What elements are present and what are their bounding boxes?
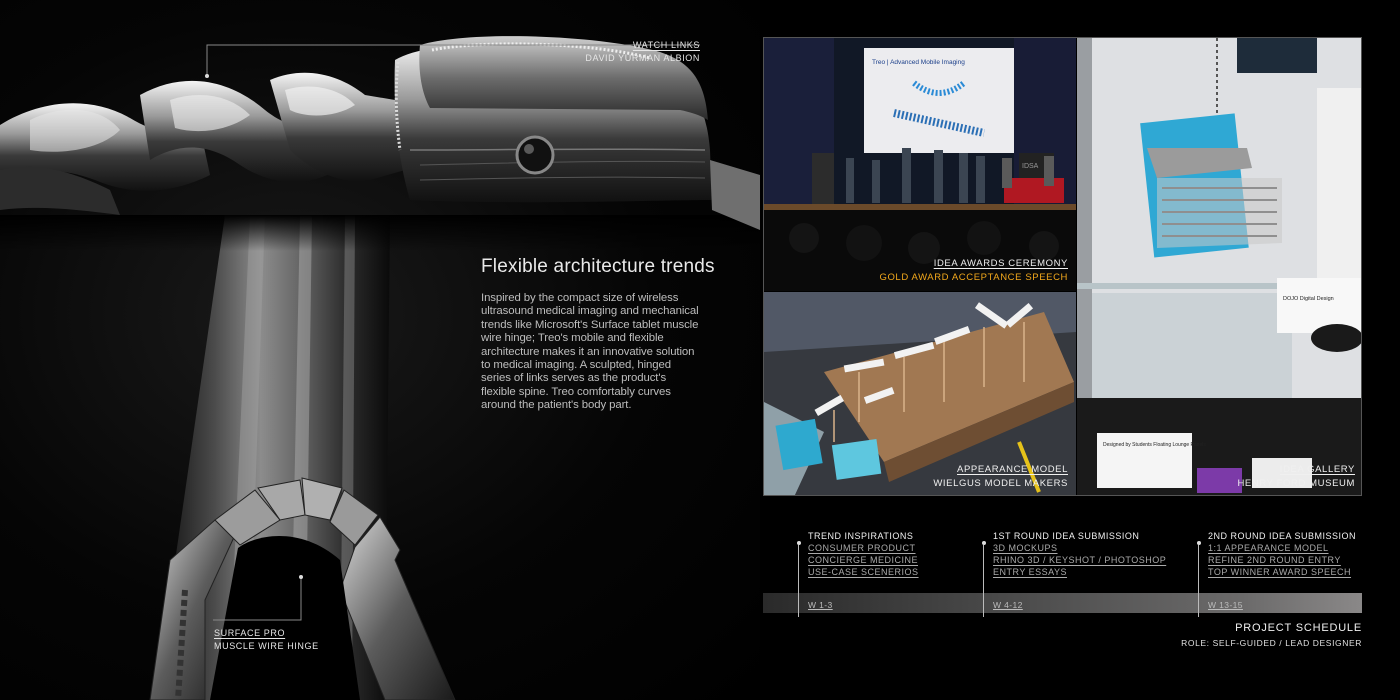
surface-pro-label: SURFACE PRO (214, 628, 286, 638)
surface-pro-callout (214, 627, 319, 653)
timeline-bar (763, 593, 1362, 613)
phase-2-line (983, 545, 984, 617)
watch-case (395, 36, 760, 230)
schedule-role: ROLE: SELF-GUIDED / LEAD DESIGNER (1181, 638, 1362, 648)
students-plaque: Designed by Students Floating Lounge Panels (1103, 442, 1206, 448)
photo-grid (763, 37, 1362, 496)
phase-2 (993, 530, 1166, 578)
photo-appearance-model (764, 292, 1076, 496)
phase-3 (1208, 530, 1356, 578)
phase-1-item: USE-CASE SCENERIOS (808, 567, 919, 577)
dojo-plaque: DOJO Digital Design (1283, 296, 1334, 302)
awards-caption-subtitle: GOLD AWARD ACCEPTANCE SPEECH (879, 272, 1068, 283)
awards-caption (879, 257, 1068, 285)
gallery-caption (1237, 463, 1355, 491)
watch-links-callout (585, 39, 700, 65)
watch-chain (0, 73, 405, 215)
photo-awards-ceremony (764, 38, 1076, 291)
photo-idea-gallery (1077, 38, 1362, 496)
phase-3-item: TOP WINNER AWARD SPEECH (1208, 567, 1352, 577)
phase-3-weeks: W 13-15 (1208, 600, 1243, 610)
article-heading: Flexible architecture trends (481, 256, 715, 277)
awards-ceremony-image (764, 38, 1076, 291)
gallery-caption-title: IDEA GALLERY (1279, 464, 1355, 475)
model-caption-subtitle: WIELGUS MODEL MAKERS (933, 478, 1068, 489)
phase-1-line (798, 545, 799, 617)
surface-pro-sub: MUSCLE WIRE HINGE (214, 641, 319, 651)
phase-3-item: 1:1 APPEARANCE MODEL (1208, 543, 1329, 553)
phase-2-item: RHINO 3D / KEYSHOT / PHOTOSHOP (993, 555, 1167, 565)
phase-3-title: 2ND ROUND IDEA SUBMISSION (1208, 531, 1357, 541)
article-body: Inspired by the compact size of wireless ultrasound medical imaging and mechanical trends like Microsoft's Surface tablet muscle wire hinge; Treo's mobile and flexible architecture makes it an innovative solution to medical imaging. A sculpted, hinged series of links serves as the product's flexible spine. Treo comfortably curves around the patient's body part. (481, 292, 699, 412)
phase-2-item: 3D MOCKUPS (993, 543, 1058, 553)
gallery-caption-subtitle: HENRY FORD MUSEUM (1237, 478, 1355, 489)
phase-2-weeks: W 4-12 (993, 600, 1023, 610)
watch-links-sub: DAVID YURMAN ALBION (585, 53, 700, 63)
phase-1 (808, 530, 919, 578)
phase-1-title: TREND INSPIRATIONS (808, 531, 914, 541)
phase-1-item: CONSUMER PRODUCT (808, 543, 916, 553)
model-caption-title: APPEARANCE MODEL (957, 464, 1068, 475)
phase-1-item: CONCIERGE MEDICINE (808, 555, 919, 565)
schedule-title: PROJECT SCHEDULE (1235, 622, 1362, 634)
idea-gallery-image (1077, 38, 1362, 496)
awards-caption-title: IDEA AWARDS CEREMONY (933, 258, 1068, 269)
model-caption (933, 463, 1068, 491)
phase-3-line (1198, 545, 1199, 617)
watch-links-label: WATCH LINKS (632, 40, 700, 50)
phase-2-item: ENTRY ESSAYS (993, 567, 1068, 577)
phase-1-weeks: W 1-3 (808, 600, 833, 610)
idsa-banner: IDSA (1022, 163, 1039, 170)
phase-3-item: REFINE 2ND ROUND ENTRY (1208, 555, 1341, 565)
project-schedule (763, 530, 1362, 690)
phase-2-title: 1ST ROUND IDEA SUBMISSION (993, 531, 1140, 541)
slide-title: Treo | Advanced Mobile Imaging (872, 59, 965, 66)
